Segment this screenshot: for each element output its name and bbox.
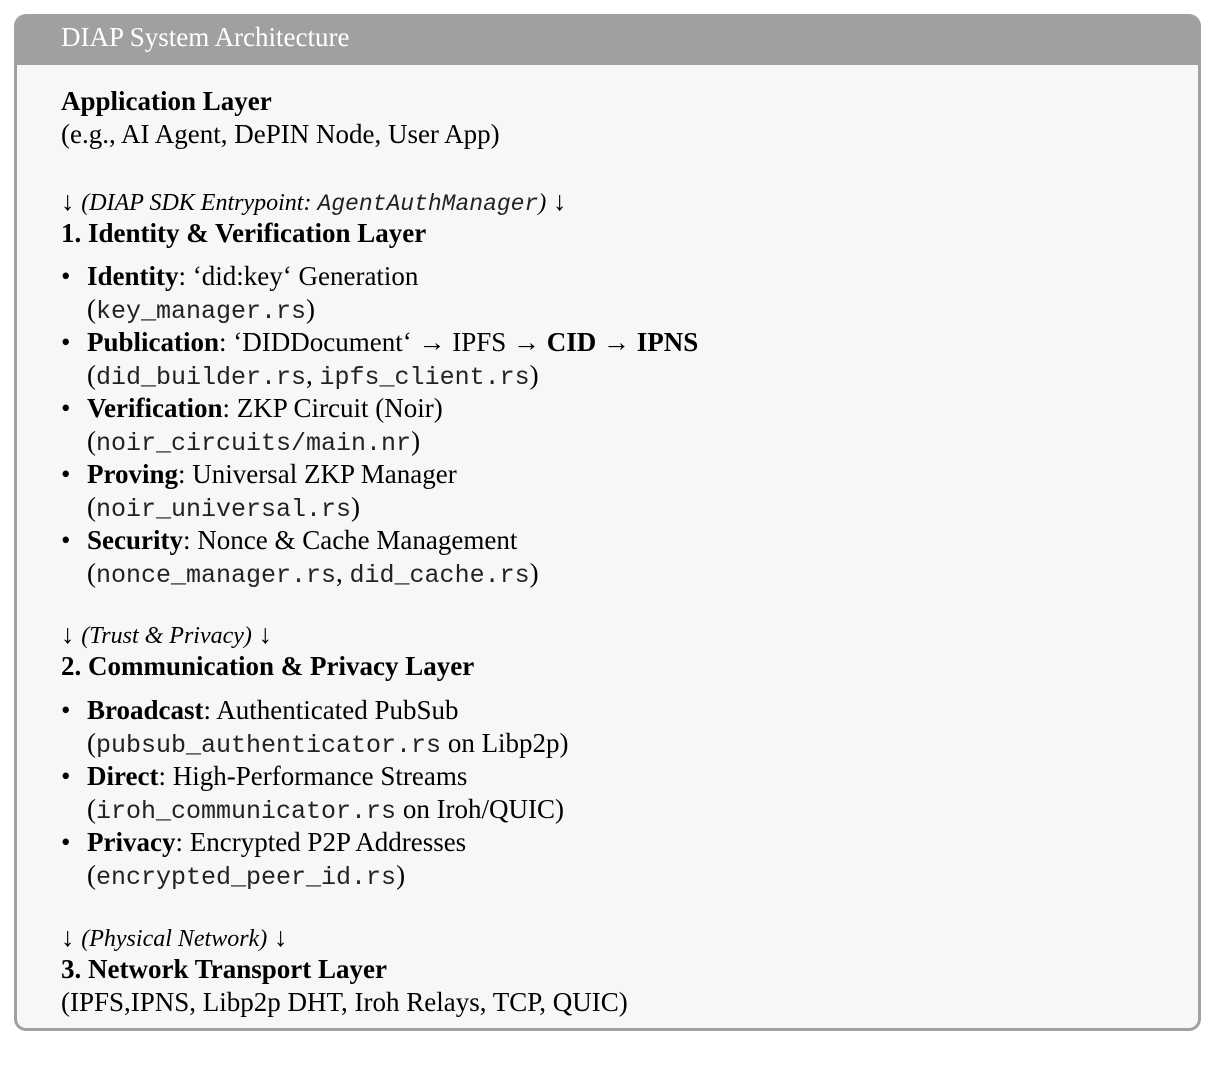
list-item-proving: • Proving: Universal ZKP Manager [61,459,457,489]
layer-1-heading: 1. Identity & Verification Layer [61,218,427,248]
bullet-icon: • [61,459,71,489]
bullet-icon: • [61,525,71,555]
bullet-icon: • [61,261,71,291]
panel-title: DIAP System Architecture [17,14,1198,65]
list-item-verification: • Verification: ZKP Circuit (Noir) [61,393,443,423]
list-item-direct: • Direct: High-Performance Streams [61,761,468,791]
connector-physical-network: ↓ (Physical Network) ↓ [61,922,288,952]
file-reference: (key_manager.rs) [87,294,316,326]
down-arrow-icon: ↓ [61,619,75,649]
file-reference: (encrypted_peer_id.rs) [87,860,406,892]
down-arrow-icon: ↓ [61,922,75,952]
file-reference: (noir_universal.rs) [87,492,361,524]
layer-1-list [61,259,961,589]
bullet-icon: • [61,827,71,857]
list-item-privacy: • Privacy: Encrypted P2P Addresses [61,827,467,857]
bullet-icon: • [61,393,71,423]
connector-sdk-entrypoint: ↓ (DIAP SDK Entrypoint: AgentAuthManager) ↓ [61,186,567,217]
layer-2-heading: 2. Communication & Privacy Layer [61,651,475,681]
bullet-icon: • [61,761,71,791]
file-reference: (nonce_manager.rs, did_cache.rs) [87,558,539,590]
list-item-broadcast: • Broadcast: Authenticated PubSub [61,695,459,725]
bullet-icon: • [61,327,71,357]
list-item-identity: • Identity: ‘did:key‘ Generation [61,261,419,291]
bullet-icon: • [61,695,71,725]
architecture-panel [14,14,1201,1031]
down-arrow-icon: ↓ [61,186,75,216]
connector-trust-privacy: ↓ (Trust & Privacy) ↓ [61,619,273,649]
application-layer-heading: Application Layer [61,86,272,116]
file-reference: (did_builder.rs, ipfs_client.rs) [87,360,539,392]
layer-3-details: (IPFS,IPNS, Libp2p DHT, Iroh Relays, TCP, QUIC) [61,987,628,1017]
layer-3-heading: 3. Network Transport Layer [61,954,387,984]
file-reference: (iroh_communicator.rs on Iroh/QUIC) [87,794,565,826]
list-item-security: • Security: Nonce & Cache Management [61,525,518,555]
down-arrow-icon: ↓ [258,619,273,649]
application-layer-examples: (e.g., AI Agent, DePIN Node, User App) [61,119,500,149]
down-arrow-icon: ↓ [273,922,288,952]
file-reference: (pubsub_authenticator.rs on Libp2p) [87,728,569,760]
layer-2-list [61,693,961,891]
sdk-entrypoint-code: AgentAuthManager [317,191,539,217]
file-reference: (noir_circuits/main.nr) [87,426,421,458]
down-arrow-icon: ↓ [553,186,567,216]
list-item-publication: • Publication: ‘DIDDocument‘ → IPFS → CID → IPNS [61,327,699,357]
